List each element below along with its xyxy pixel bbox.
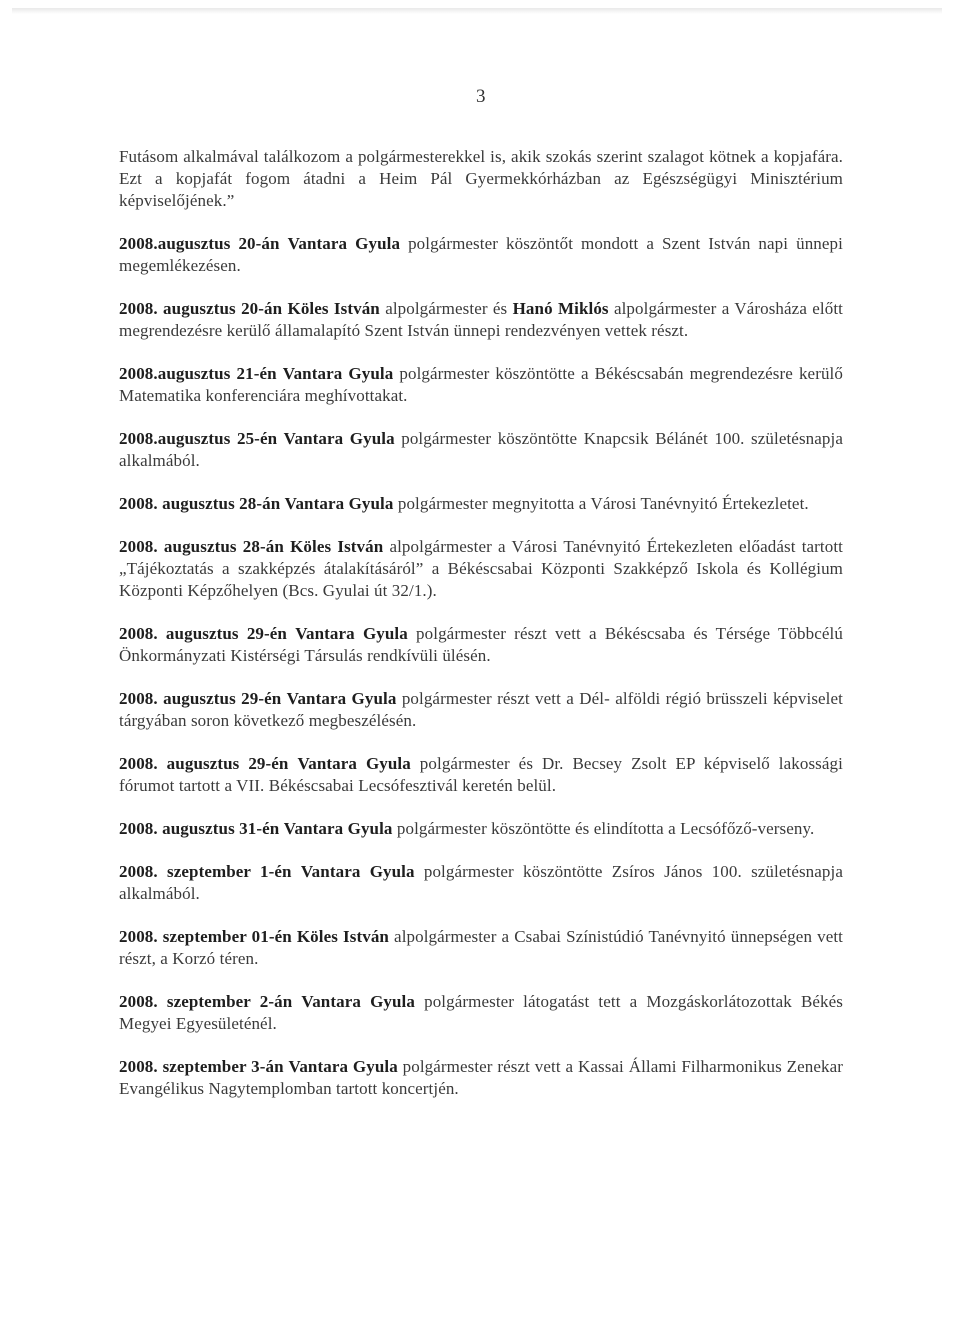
entry-paragraph (119, 233, 843, 277)
entry-paragraph (119, 753, 843, 797)
entry-date: 2008. szeptember 01-én (119, 927, 292, 946)
entry-person: Vantara Gyula (282, 364, 394, 383)
entry-date: 2008. augusztus 29-én (119, 689, 282, 708)
entry-text: polgármester megnyitotta a Városi Tanévnyitó Értekezletet. (397, 494, 809, 513)
entry-person: Köles István (296, 927, 389, 946)
entry-paragraph (119, 623, 843, 667)
entry-paragraph (119, 363, 843, 407)
entry-person: Vantara Gyula (284, 494, 394, 513)
page-number: 3 (476, 86, 486, 107)
entry-paragraph (119, 428, 843, 472)
entry-date: 2008. augusztus 29-én (119, 624, 287, 643)
entry-text: alpolgármester a Csabai Színistúdió Tanévnyitó ünnepségen vett részt, a Korzó téren. (119, 927, 843, 968)
entry-person: Vantara Gyula (286, 689, 397, 708)
entry-person: Vantara Gyula (283, 429, 395, 448)
entry-paragraph (119, 861, 843, 905)
entry-date: 2008. augusztus 28-án (119, 537, 284, 556)
entry-text: alpolgármester a Városi Tanévnyitó Értekezleten előadást tartott „Tájékoztatás a szakképzés átalakításáról” a Békéscsabai Központi Szakképző Iskola és Kollégium Központi Képzőhelyen (Bcs. Gyulai út 32/1.). (119, 537, 843, 600)
entry-date: 2008. szeptember 3-án (119, 1057, 284, 1076)
entry-person: Vantara Gyula (297, 754, 411, 773)
entry-person: Vantara Gyula (300, 862, 415, 881)
entry-date: 2008. augusztus 29-én (119, 754, 289, 773)
entry-date: 2008. szeptember 1-én (119, 862, 292, 881)
entry-date: 2008.augusztus 25-én (119, 429, 278, 448)
intro-paragraph: Futásom alkalmával találkozom a polgármesterekkel is, akik szokás szerint szalagot kötnek a kopjafára. Ezt a kopjafát fogom átadni a Heim Pál Gyermekkórházban az Egészségügyi Minisztérium képviselőjének.” (119, 147, 843, 210)
entry-person-2: Hanó Miklós (512, 299, 609, 318)
entry-text: polgármester köszöntötte Knapcsik Bélánét 100. születésnapja alkalmából. (119, 429, 843, 470)
entry-text: polgármester látogatást tett a Mozgáskorlátozottak Békés Megyei Egyesületénél. (119, 992, 843, 1033)
entry-paragraph (119, 818, 843, 840)
entry-paragraph (119, 493, 843, 515)
entry-paragraph (119, 991, 843, 1035)
entry-date: 2008. augusztus 31-én (119, 819, 280, 838)
entry-date: 2008. augusztus 20-án (119, 299, 283, 318)
entry-date: 2008.augusztus 20-án (119, 234, 280, 253)
entry-person: Vantara Gyula (295, 624, 408, 643)
entry-text: polgármester köszöntötte Zsíros János 100. születésnapja alkalmából. (119, 862, 843, 903)
scan-edge (12, 8, 942, 14)
entry-text: alpolgármester és (385, 299, 508, 318)
entry-person: Vantara Gyula (301, 992, 415, 1011)
entry-text-2: alpolgármester a Városháza előtt megrendezésre kerülő államalapító Szent István ünnepi rendezvényen vettek részt. (119, 299, 843, 340)
entry-date: 2008.augusztus 21-én (119, 364, 277, 383)
entry-text: polgármester köszöntőt mondott a Szent István napi ünnepi megemlékezésen. (119, 234, 843, 275)
document-body (119, 146, 843, 1100)
entry-text: polgármester részt vett a Dél- alföldi régió brüsszeli képviselet tárgyában soron következő megbeszélésén. (119, 689, 843, 730)
entry-paragraph (119, 536, 843, 602)
entry-paragraph (119, 688, 843, 732)
entry-date: 2008. augusztus 28-án (119, 494, 281, 513)
entry-text: polgármester és Dr. Becsey Zsolt EP képviselő lakossági fórumot tartott a VII. Békéscsabai Lecsófesztivál keretén belül. (119, 754, 843, 795)
entry-date: 2008. szeptember 2-án (119, 992, 293, 1011)
entry-person: Vantara Gyula (288, 1057, 398, 1076)
entry-person: Köles István (290, 537, 384, 556)
entry-person: Köles István (287, 299, 380, 318)
entry-text: polgármester részt vett a Békéscsaba és Térsége Többcélú Önkormányzati Kistérségi Társulás rendkívüli ülésén. (119, 624, 843, 665)
entry-text: polgármester köszöntötte és elindította a Lecsófőző-verseny. (396, 819, 815, 838)
entry-person: Vantara Gyula (283, 819, 393, 838)
entry-text: polgármester részt vett a Kassai Állami Filharmonikus Zenekar Evangélikus Nagytemplomban tartott koncertjén. (119, 1057, 843, 1098)
entry-paragraph (119, 1056, 843, 1100)
entry-person: Vantara Gyula (287, 234, 401, 253)
entry-paragraph (119, 298, 843, 342)
entry-text: polgármester köszöntötte a Békéscsabán megrendezésre kerülő Matematika konferenciára meghívottakat. (119, 364, 843, 405)
entry-paragraph (119, 926, 843, 970)
